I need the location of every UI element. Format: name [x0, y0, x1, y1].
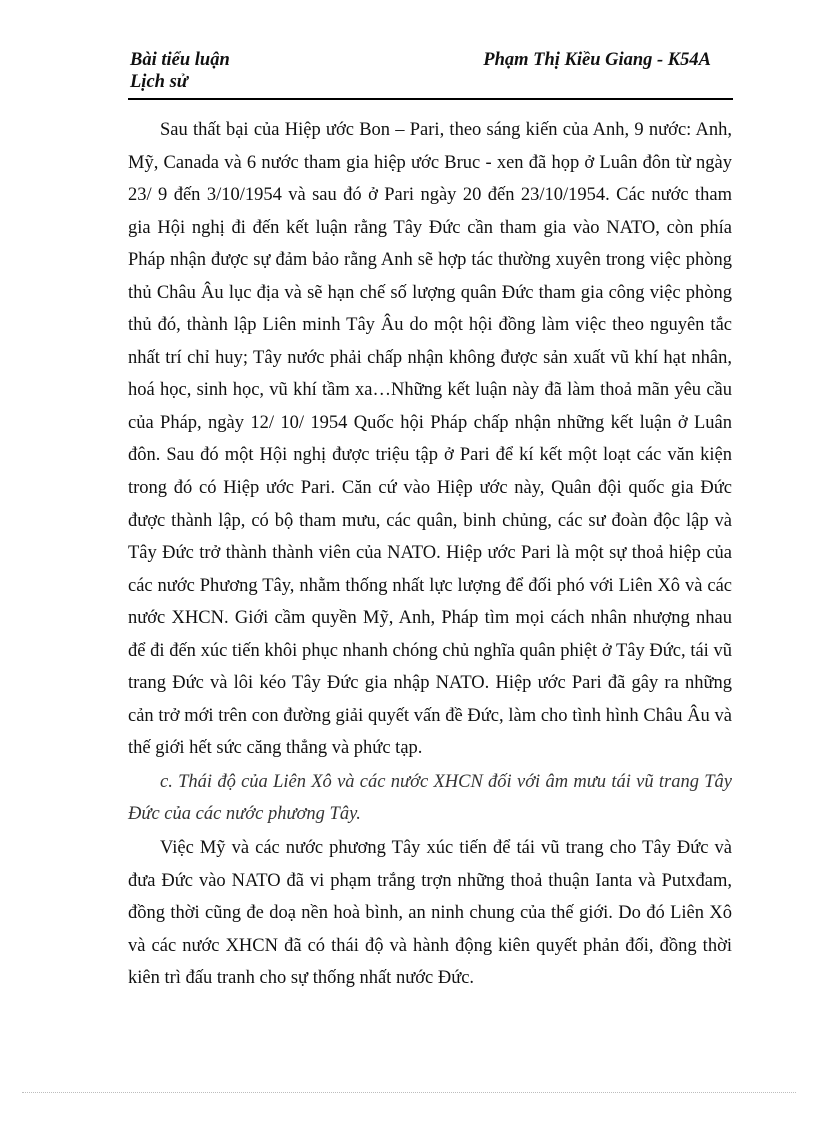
body-paragraph: Sau thất bại của Hiệp ước Bon – Pari, theo sáng kiến của Anh, 9 nước: Anh, Mỹ, Canada và 6 nước tham gia hiệp ước Bruc - xen đã họp ở Luân đôn từ ngày 23/ 9 đến 3/10/1954 và sau đó ở Pari ngày 20 đến 23/10/1954. Các nước tham gia Hội nghị đi đến kết luận rằng Tây Đức cần tham gia vào NATO, còn phía Pháp nhận được sự đảm bảo rằng Anh sẽ hợp tác thường xuyên trong việc phòng thủ Châu Âu lục địa và sẽ hạn chế số lượng quân Đức tham gia công việc phòng thủ đó, thành lập Liên minh Tây Âu do một hội đồng làm việc theo nguyên tắc nhất trí chỉ huy; Tây nước phải chấp nhận không được sản xuất vũ khí hạt nhân, hoá học, sinh học, vũ khí tầm xa…Những kết luận này đã làm thoả mãn yêu cầu của Pháp, ngày 12/ 10/ 1954 Quốc hội Pháp chấp nhận những kết luận ở Luân đôn. Sau đó một Hội nghị được triệu tập ở Pari để kí kết một loạt các văn kiện trong đó có Hiệp ước Pari. Căn cứ vào Hiệp ước này, Quân đội quốc gia Đức được thành lập, có bộ tham mưu, các quân, binh chủng, các sư đoàn độc lập và Tây Đức trở thành thành viên của NATO. Hiệp ước Pari là một sự thoả hiệp của các nước Phương Tây, nhằm thống nhất lực lượng để đối phó với Liên Xô và các nước XHCN. Giới cầm quyền Mỹ, Anh, Pháp tìm mọi cách nhân nhượng nhau để đi đến xúc tiến khôi phục nhanh chóng chủ nghĩa quân phiệt ở Tây Đức, tái vũ trang Đức và lôi kéo Tây Đức gia nhập NATO. Hiệp ước Pari đã gây ra những cản trở mới trên con đường giải quyết vấn đề Đức, làm cho tình hình Châu Âu và thế giới hết sức căng thẳng và phức tạp. — [128, 120, 732, 759]
header-author: Phạm Thị Kiều Giang - K54A — [483, 50, 711, 70]
header-subject: Lịch sử — [130, 72, 188, 92]
closing-paragraph: Việc Mỹ và các nước phương Tây xúc tiến để tái vũ trang cho Tây Đức và đưa Đức vào NATO đã vi phạm trắng trợn những thoả thuận Ianta và Putxđam, đồng thời cũng đe doạ nền hoà bình, an ninh chung của thế giới. Do đó Liên Xô và các nước XHCN đã có thái độ và hành động kiên quyết phản đối, đồng thời kiên trì đấu tranh cho sự thống nhất nước Đức. — [128, 838, 732, 989]
footer-divider — [22, 1092, 796, 1093]
section-subheading: c. Thái độ của Liên Xô và các nước XHCN đối với âm mưu tái vũ trang Tây Đức của các nước phương Tây. — [128, 771, 732, 825]
page-header — [128, 48, 733, 100]
header-document-type: Bài tiểu luận — [130, 50, 230, 70]
document-body — [128, 114, 732, 995]
